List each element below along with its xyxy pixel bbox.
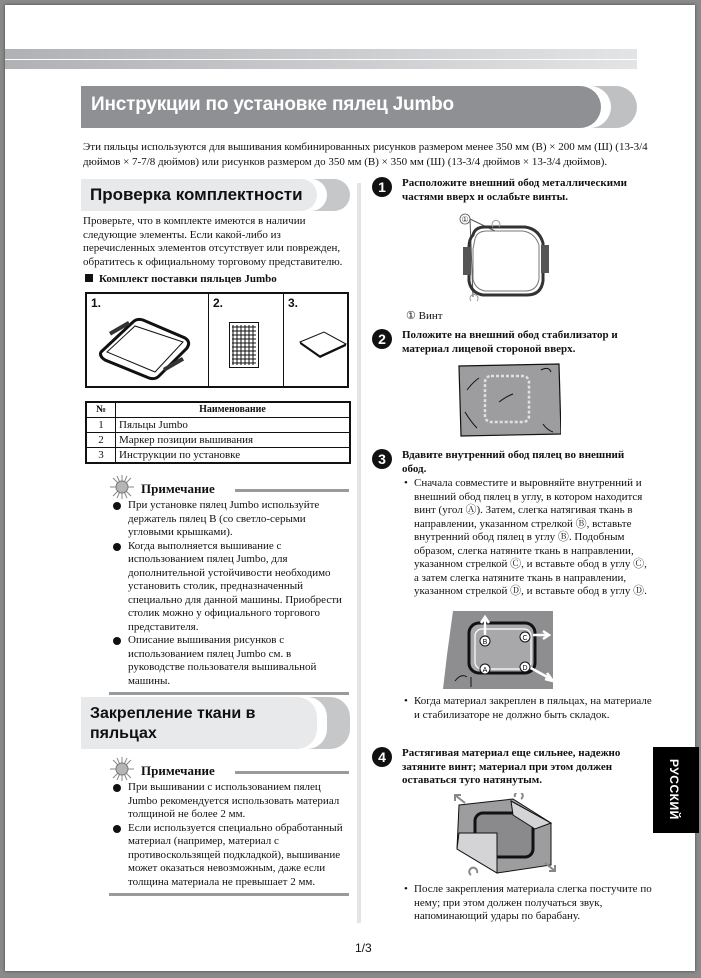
svg-text:B: B xyxy=(482,639,488,646)
intro-text: Эти пяльцы используются для вышивания комбинированных рисунков размером менее 350 мм (В) × 200 мм (Ш) (13-3/4 дюймов × 7-7/8 дюймов) или рисунков размером до 350 мм (В) × 350 мм (Ш) (13-3/4 дюймов × 13-3/4 дюймов). xyxy=(83,141,648,168)
note-header xyxy=(109,757,349,781)
kit-contents-table xyxy=(85,401,351,464)
step-3-title: Вдавите внутренний обод пялец во внешний обод. xyxy=(402,449,625,475)
header-band-line xyxy=(5,59,637,60)
stabilizer-fabric-illustration xyxy=(457,362,561,438)
note-starburst-icon xyxy=(109,757,135,781)
svg-text:D: D xyxy=(522,665,528,672)
language-tab-label: РУССКИЙ xyxy=(667,759,681,820)
step-4-number: 4 xyxy=(372,747,392,767)
note-label: Примечание xyxy=(141,763,215,778)
step-1-caption: ① Винт xyxy=(406,310,443,322)
step-3-bullet-2: • Когда материал закреплен в пяльцах, на материале и стабилизаторе не должно быть складок. xyxy=(402,695,652,722)
note-header xyxy=(109,475,349,499)
step-4-bullet: • После закрепления материала слегка постучите по нему; при этом должен получаться звук, напоминающий удары по барабану. xyxy=(402,883,652,924)
section-heading-fabric xyxy=(81,697,317,749)
section-title-fabric-line1: Закрепление ткани в xyxy=(90,705,256,722)
table-row xyxy=(86,418,350,433)
embroidery-marker-grid-icon xyxy=(229,322,259,368)
table-cell-number: 2 xyxy=(86,433,116,448)
tighten-screw-illustration xyxy=(451,793,563,877)
note-rule xyxy=(235,771,349,774)
kit-image-cell-2 xyxy=(209,293,284,387)
language-tab xyxy=(653,747,699,833)
page-title-bar xyxy=(81,86,601,128)
note-box-fabric xyxy=(109,757,349,896)
note-item: Описание вышивания рисунков с использованием пялец Jumbo см. в руководстве пользователя вышивальной машины. xyxy=(109,634,349,688)
svg-text:C: C xyxy=(522,635,528,642)
note-label: Примечание xyxy=(141,481,215,496)
note-bottom-rule xyxy=(109,692,349,695)
table-cell-name: Маркер позиции вышивания xyxy=(116,433,351,448)
table-cell-name: Инструкции по установке xyxy=(116,448,351,464)
page-number: 1/3 xyxy=(355,941,372,955)
svg-text:①: ① xyxy=(461,215,469,224)
kit-label xyxy=(85,273,277,285)
jumbo-hoop-icon xyxy=(93,312,197,382)
table-cell-number: 1 xyxy=(86,418,116,433)
section-title-check: Проверка комплектности xyxy=(90,185,303,204)
step-1-title: Расположите внешний обод металлическими частями вверх и ослабьте винты. xyxy=(402,177,627,203)
svg-text:A: A xyxy=(482,667,488,674)
check-text: Проверьте, что в комплекте имеются в наличии следующие элементы. Если какой-либо из перечисленных элементов отсутствует или поврежден, обратитесь к официальному торговому представителю. xyxy=(83,215,343,268)
kit-image-cell-3 xyxy=(284,293,349,387)
kit-images-table xyxy=(85,292,349,388)
page-title: Инструкции по установке пялец Jumbo xyxy=(91,94,454,115)
document-page xyxy=(5,5,695,971)
kit-image-label: 2. xyxy=(213,296,224,310)
kit-image-cell-1 xyxy=(86,293,209,387)
table-cell-name: Пяльцы Jumbo xyxy=(116,418,351,433)
instruction-booklet-icon xyxy=(298,330,348,360)
note-list xyxy=(109,781,349,889)
table-cell-number: 3 xyxy=(86,448,116,464)
column-divider xyxy=(357,183,361,923)
kit-image-label: 1. xyxy=(91,296,102,310)
step-1-number: 1 xyxy=(372,177,392,197)
table-header-name: Наименование xyxy=(116,402,351,418)
inner-hoop-insertion-illustration xyxy=(443,611,561,689)
step-4-title: Растягивая материал еще сильнее, надежно затяните винт; материал при этом должен оставаться туго натянутым. xyxy=(402,747,621,786)
section-heading-check xyxy=(81,179,317,211)
note-bottom-rule xyxy=(109,893,349,896)
table-header-number: № xyxy=(86,402,116,418)
note-list xyxy=(109,499,349,688)
table-row xyxy=(86,448,350,464)
note-starburst-icon xyxy=(109,475,135,499)
table-row xyxy=(86,433,350,448)
step-3-number: 3 xyxy=(372,449,392,469)
step-3-bullet-1: • Сначала совместите и выровняйте внутренний и внешний обод пялец в углу, в котором находится винт (угол Ⓐ). Затем, слегка натягивая ткань в направлении, указанном стрелкой Ⓑ, вставьте внутренний обод пялец в углу Ⓑ. Подобным образом, слегка натяните ткань в направлении, указанном стрелкой Ⓒ, и вставьте обод в углу Ⓒ, а затем слегка натяните ткань в направлении, указанном стрелкой Ⓓ, и вставьте обод в углу Ⓓ. xyxy=(402,477,652,599)
step-2-number: 2 xyxy=(372,329,392,349)
square-bullet-icon xyxy=(85,274,93,282)
note-item: При установке пялец Jumbo используйте держатель пялец B (со светло-серыми угловыми крышками). xyxy=(109,499,349,540)
kit-image-label: 3. xyxy=(288,296,299,310)
step-2-title: Положите на внешний обод стабилизатор и материал лицевой стороной вверх. xyxy=(402,329,618,355)
outer-hoop-screws-illustration xyxy=(455,213,555,309)
note-rule xyxy=(235,489,349,492)
note-box-check xyxy=(109,475,349,695)
section-title-fabric-line2: пяльцах xyxy=(90,725,157,742)
note-item: При вышивании с использованием пялец Jumbo рекомендуется использовать материал толщиной не более 2 мм. xyxy=(109,781,349,822)
note-item: Когда выполняется вышивание с использованием пялец Jumbo, для дополнительной устойчивости необходимо установить столик, предназначенный специально для данной машины. Приобрести столик можно у официального торгового представителя. xyxy=(109,540,349,635)
kit-label-text: Комплект поставки пяльцев Jumbo xyxy=(99,273,277,285)
note-item: Если используется специально обработанный материал (например, материал с противоскользящей подкладкой), вышивание может оказаться невозможным, даже если толщина материала не превышает 2 мм. xyxy=(109,822,349,890)
